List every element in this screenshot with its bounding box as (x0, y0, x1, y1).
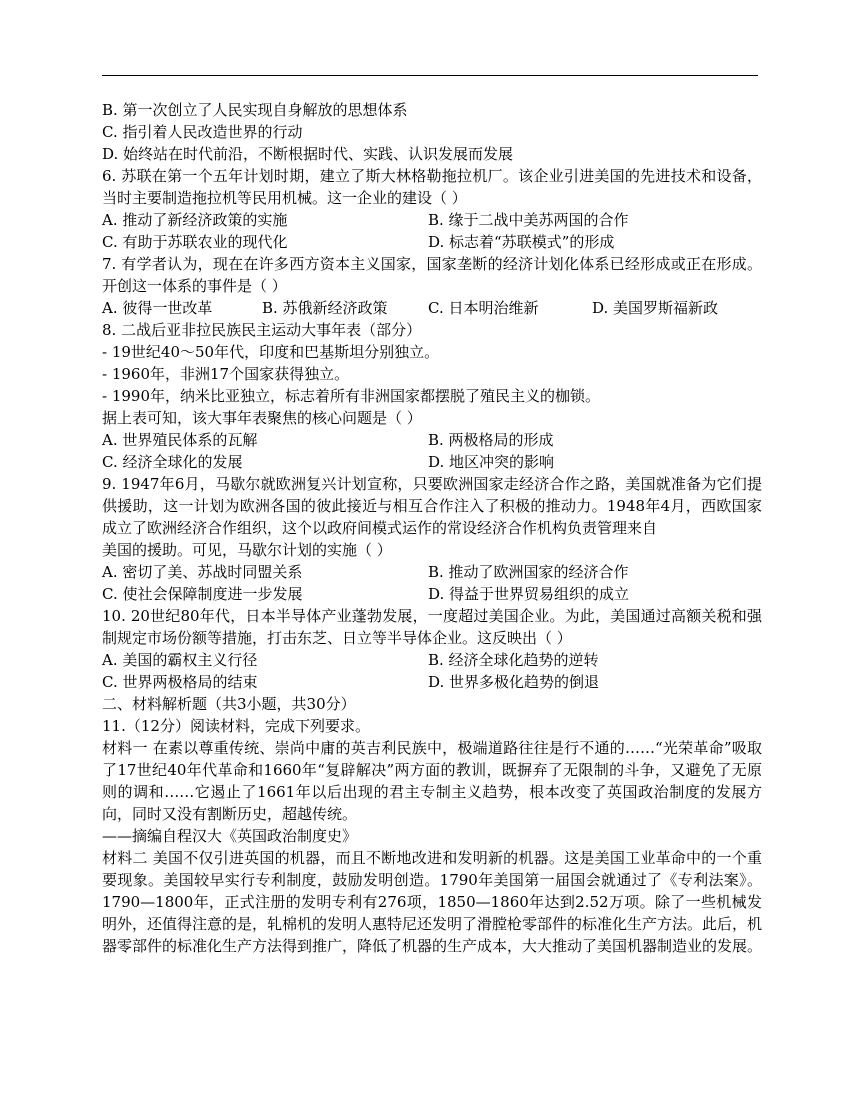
q6-stem: 6. 苏联在第一个五年计划时期，建立了斯大林格勒拖拉机厂。该企业引进美国的先进技术和设备，当时主要制造拖拉机等民用机械。这一企业的建设（ ） (102, 167, 762, 207)
q8-option-d: D. 地区冲突的影响 (428, 453, 555, 471)
q10-option-b: B. 经济全球化趋势的逆转 (428, 651, 599, 669)
q9-option-c: C. 使社会保障制度进一步发展 (102, 585, 303, 603)
q6-option-c: C. 有助于苏联农业的现代化 (102, 233, 288, 251)
q9-options-row-1 (102, 561, 762, 583)
q7-options-row (102, 297, 762, 319)
q10-option-a: A. 美国的霸权主义行径 (102, 651, 258, 669)
q7-stem: 7. 有学者认为，现在在许多西方资本主义国家，国家垄断的经济计划化体系已经形成或正在形成。开创这一体系的事件是（ ） (102, 255, 762, 295)
q5-option-c: C. 指引着人民改造世界的行动 (102, 123, 303, 141)
material-1-source: ——摘编自程汉大《英国政治制度史》 (102, 827, 358, 845)
q8-option-b: B. 两极格局的形成 (428, 431, 554, 449)
material-1: 材料一 在素以尊重传统、崇尚中庸的英吉利民族中，极端道路往往是行不通的……“光荣革命”吸取了17世纪40年代革命和1660年“复辟解决”两方面的教训，既摒弃了无限制的斗争，又避免了无原则的调和……它遏止了1661年以后出现的君主专制主义趋势，根本改变了英国政治制度的发展方向，同时又没有割断历史，超越传统。 (102, 739, 762, 823)
q9-option-a: A. 密切了美、苏战时同盟关系 (102, 563, 303, 581)
q8-table-row-3: - 1990年，纳米比亚独立，标志着所有非洲国家都摆脱了殖民主义的枷锁。 (102, 387, 601, 405)
q9-options-row-2 (102, 583, 762, 605)
q7-option-d: D. 美国罗斯福新政 (592, 299, 719, 317)
page-body (102, 99, 762, 957)
q11-stem: 11.（12分）阅读材料，完成下列要求。 (102, 717, 370, 735)
q6-option-d: D. 标志着“苏联模式”的形成 (428, 233, 615, 251)
q8-option-c: C. 经济全球化的发展 (102, 453, 243, 471)
q6-option-b: B. 缘于二战中美苏两国的合作 (428, 211, 629, 229)
q10-options-row-2 (102, 671, 762, 693)
q9-option-b: B. 推动了欧洲国家的经济合作 (428, 563, 629, 581)
q8-options-row-1 (102, 429, 762, 451)
q10-option-c: C. 世界两极格局的结束 (102, 673, 258, 691)
q7-option-c: C. 日本明治维新 (428, 299, 539, 317)
q9-stem: 9. 1947年6月，马歇尔就欧洲复兴计划宣称，只要欧洲国家走经济合作之路，美国就准备为它们提供援助，这一计划为欧洲各国的彼此接近与相互合作注入了积极的推动力。1948年4月，西欧国家成立了欧洲经济合作组织，这个以政府间模式运作的常设经济合作机构负责管理来自 (102, 475, 762, 537)
q8-stem: 8. 二战后亚非拉民族民主运动大事年表（部分） (102, 321, 422, 339)
material-2: 材料二 美国不仅引进英国的机器，而且不断地改进和发明新的机器。这是美国工业革命中的一个重要现象。美国较早实行专利制度，鼓励发明创造。1790年美国第一届国会就通过了《专利法案》。1790—1800年，正式注册的发明专利有276项，1850—1860年达到2.52万项。除了一些机械发明外，还值得注意的是，轧棉机的发明人惠特尼还发明了滑膛枪零部件的标准化生产方法。此后，机器零部件的标准化生产方法得到推广，降低了机器的生产成本，大大推动了美国机器制造业的发展。 (102, 849, 763, 955)
q9-question: 美国的援助。可见，马歇尔计划的实施（ ） (102, 541, 392, 559)
q5-option-d: D. 始终站在时代前沿，不断根据时代、实践、认识发展而发展 (102, 145, 514, 163)
q9-option-d: D. 得益于世界贸易组织的成立 (428, 585, 630, 603)
q8-question: 据上表可知，该大事年表聚焦的核心问题是（ ） (102, 409, 422, 427)
q6-option-a: A. 推动了新经济政策的实施 (102, 211, 288, 229)
q8-options-row-2 (102, 451, 762, 473)
q7-option-b: B. 苏俄新经济政策 (262, 299, 388, 317)
q6-options-row-2 (102, 231, 762, 253)
q6-options-row-1 (102, 209, 762, 231)
header-rule (102, 75, 758, 76)
q10-option-d: D. 世界多极化趋势的倒退 (428, 673, 600, 691)
q7-option-a: A. 彼得一世改革 (102, 299, 213, 317)
q10-options-row-1 (102, 649, 762, 671)
q8-table-row-2: - 1960年，非洲17个国家获得独立。 (102, 365, 350, 383)
section-2-heading: 二、材料解析题（共3小题，共30分） (102, 695, 356, 713)
q8-table-row-1: - 19世纪40～50年代，印度和巴基斯坦分别独立。 (102, 343, 440, 361)
q5-option-b: B. 第一次创立了人民实现自身解放的思想体系 (102, 101, 408, 119)
q8-option-a: A. 世界殖民体系的瓦解 (102, 431, 258, 449)
q10-stem: 10. 20世纪80年代，日本半导体产业蓬勃发展，一度超过美国企业。为此，美国通过高额关税和强制规定市场份额等措施，打击东芝、日立等半导体企业。这反映出（ ） (102, 607, 762, 647)
